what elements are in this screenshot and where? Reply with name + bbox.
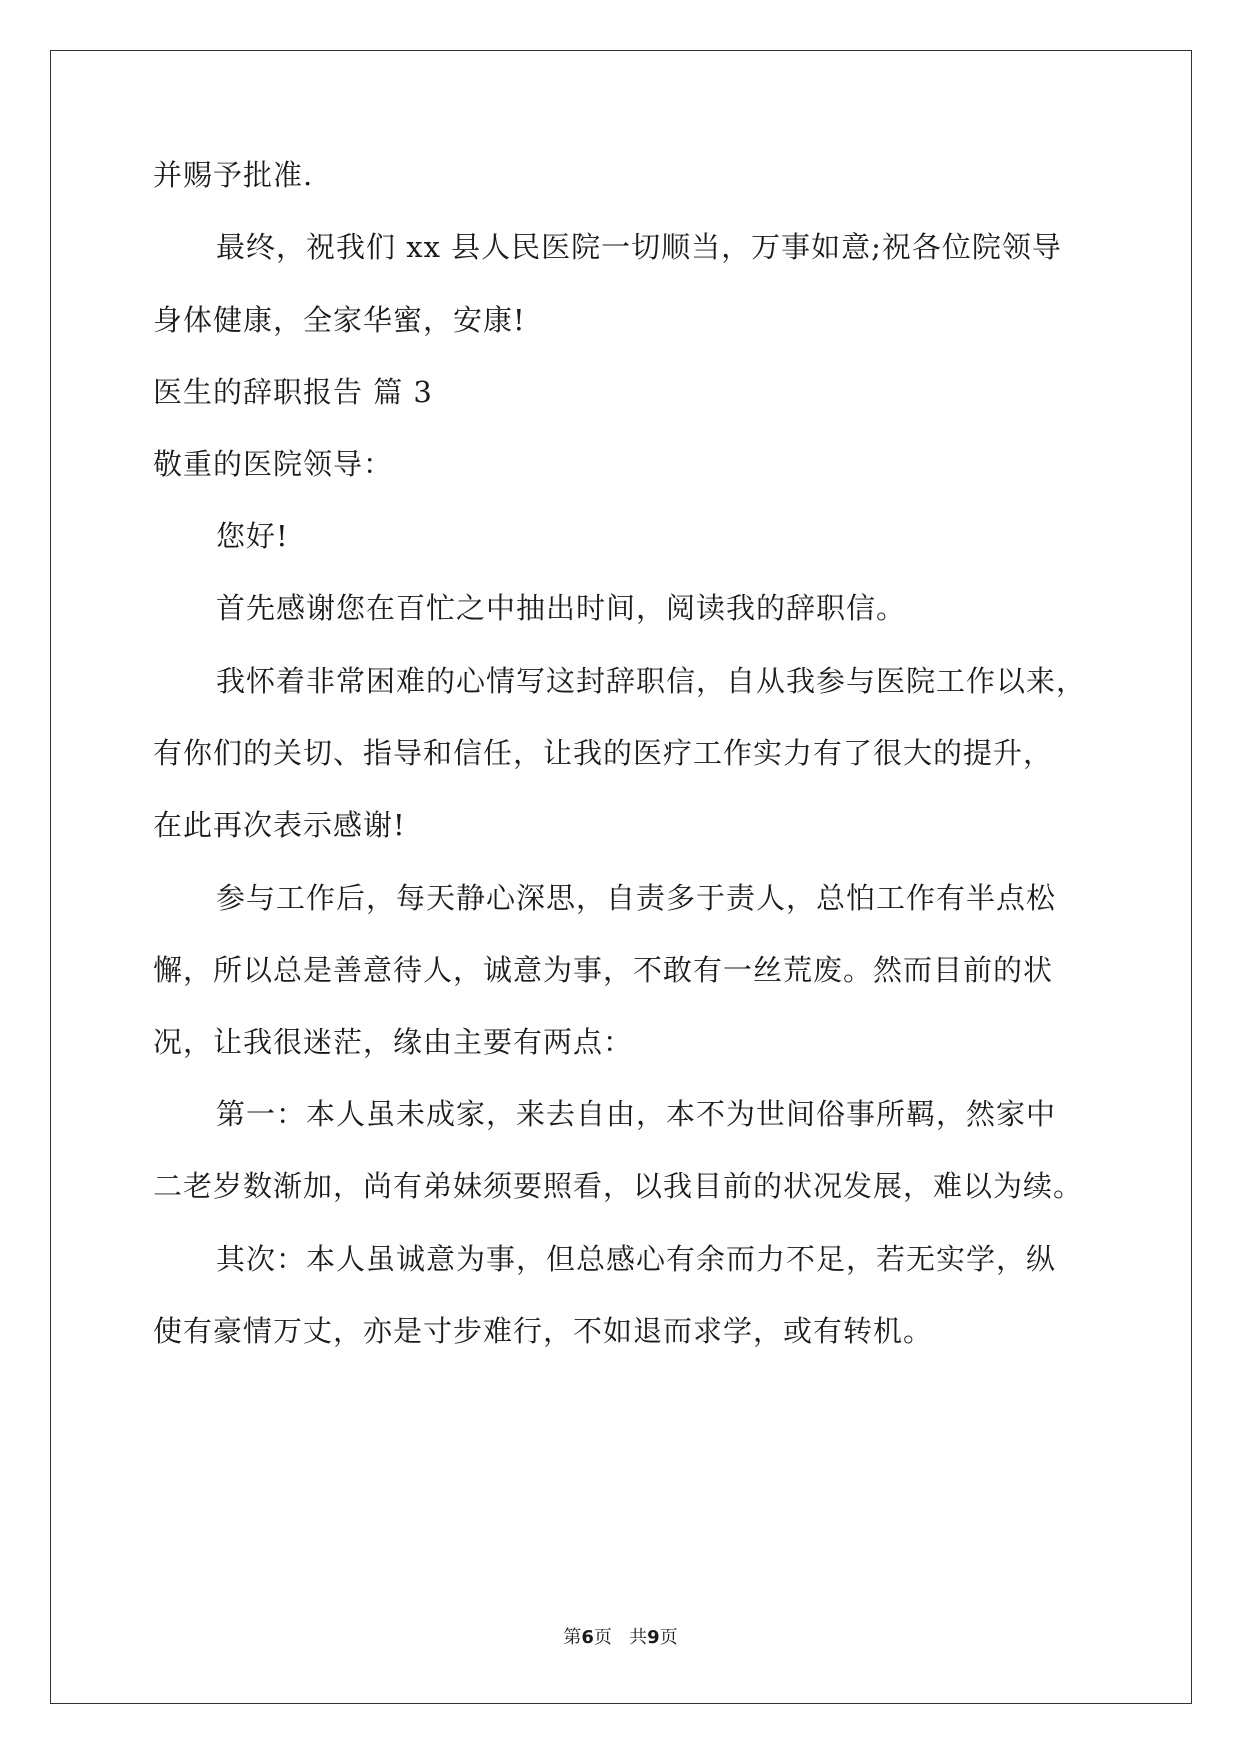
footer-page-suffix: 页: [593, 1627, 612, 1648]
text-line: 二老岁数渐加，尚有弟妹须要照看，以我目前的状况发展，难以为续。: [153, 1169, 1084, 1203]
page-footer: [0, 1626, 1241, 1650]
footer-total-suffix: 页: [659, 1627, 678, 1648]
footer-total-pages: 9: [647, 1627, 660, 1648]
text-line: 并赐予批准.: [153, 158, 314, 192]
text-line: 使有豪情万丈，亦是寸步难行，不如退而求学，或有转机。: [153, 1314, 934, 1348]
page-border: [50, 50, 1192, 1704]
text-line: 最终，祝我们 xx 县人民医院一切顺当，万事如意;祝各位院领导: [216, 230, 1062, 264]
text-line: 身体健康，全家华蜜，安康!: [153, 303, 526, 337]
footer-current-page: 6: [581, 1627, 594, 1648]
text-line: 其次：本人虽诚意为事，但总感心有余而力不足，若无实学，纵: [216, 1242, 1057, 1276]
text-line: 我怀着非常困难的心情写这封辞职信，自从我参与医院工作以来，: [216, 664, 1087, 698]
text-line: 参与工作后，每天静心深思，自责多于责人，总怕工作有半点松: [216, 881, 1057, 915]
text-line: 况，让我很迷茫，缘由主要有两点：: [153, 1025, 634, 1059]
text-line: 有你们的关切、指导和信任，让我的医疗工作实力有了很大的提升，: [153, 736, 1054, 770]
text-line: 在此再次表示感谢!: [153, 808, 406, 842]
footer-page-prefix: 第: [563, 1627, 582, 1648]
text-line: 首先感谢您在百忙之中抽出时间，阅读我的辞职信。: [216, 591, 907, 625]
greeting: 您好!: [216, 519, 289, 553]
text-line: 懈，所以总是善意待人，诚意为事，不敢有一丝荒废。然而目前的状: [153, 953, 1054, 987]
section-heading: 医生的辞职报告 篇 3: [153, 375, 433, 409]
text-line: 第一：本人虽未成家，来去自由，本不为世间俗事所羁，然家中: [216, 1097, 1057, 1131]
footer-total-prefix: 共: [629, 1627, 648, 1648]
salutation: 敬重的医院领导：: [153, 447, 394, 481]
